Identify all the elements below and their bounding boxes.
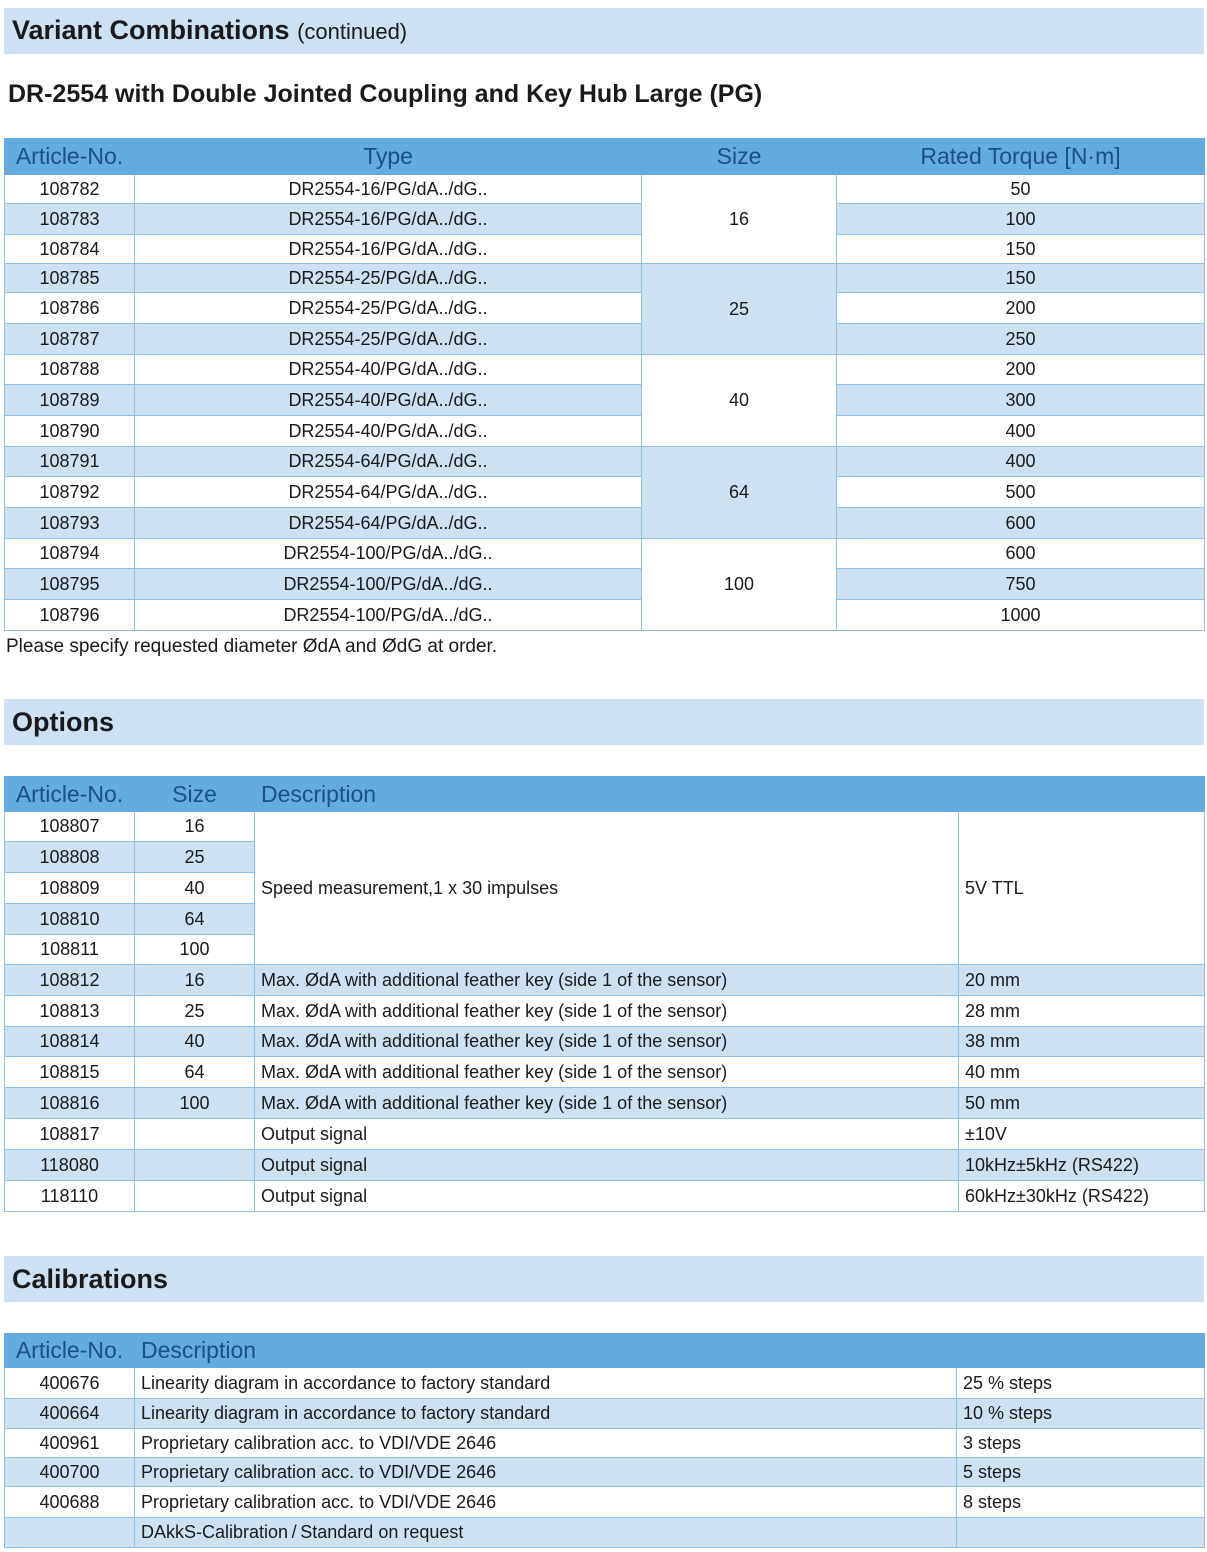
description-cell: Max. ØdA with additional feather key (side 1 of the sensor) <box>255 1088 959 1119</box>
section-header-options <box>4 699 1204 745</box>
size-cell: 100 <box>135 1088 255 1119</box>
value-cell: 8 steps <box>957 1487 1205 1518</box>
type-cell: DR2554-64/PG/dA../dG.. <box>135 447 642 477</box>
size-cell: 16 <box>135 812 255 842</box>
article-no-cell: 118080 <box>5 1150 135 1181</box>
article-no-cell: 400664 <box>5 1399 135 1429</box>
article-no-cell: 108808 <box>5 842 135 873</box>
value-cell: ±10V <box>959 1119 1205 1150</box>
rated-torque-cell: 400 <box>837 416 1205 447</box>
description-cell: Output signal <box>255 1150 959 1181</box>
article-no-cell: 108813 <box>5 996 135 1027</box>
table-row <box>5 235 1205 264</box>
header-size: Size <box>135 777 255 812</box>
size-cell: 25 <box>642 264 837 355</box>
type-cell: DR2554-16/PG/dA../dG.. <box>135 175 642 204</box>
value-cell: 10kHz±5kHz (RS422) <box>959 1150 1205 1181</box>
rated-torque-cell: 200 <box>837 293 1205 324</box>
variants-table <box>4 138 1205 631</box>
section-title-suffix: (continued) <box>297 19 408 44</box>
section-header-calibrations <box>4 1256 1204 1302</box>
article-no-cell: 400961 <box>5 1429 135 1458</box>
article-no-cell: 108796 <box>5 600 135 631</box>
section-header-variant-combinations <box>4 8 1204 54</box>
type-cell: DR2554-100/PG/dA../dG.. <box>135 539 642 569</box>
article-no-cell: 108815 <box>5 1057 135 1088</box>
rated-torque-cell: 400 <box>837 447 1205 477</box>
options-table <box>4 776 1205 1212</box>
section-title: Calibrations <box>12 1264 169 1294</box>
size-cell <box>135 1181 255 1212</box>
table-row <box>5 264 1205 293</box>
table-row <box>5 996 1205 1027</box>
description-cell: Linearity diagram in accordance to factory standard <box>135 1399 957 1429</box>
description-cell: Linearity diagram in accordance to factory standard <box>135 1368 957 1399</box>
article-no-cell: 108795 <box>5 569 135 600</box>
value-cell <box>957 1518 1205 1548</box>
table-row <box>5 600 1205 631</box>
size-cell <box>135 1150 255 1181</box>
type-cell: DR2554-40/PG/dA../dG.. <box>135 385 642 416</box>
article-no-cell: 108812 <box>5 965 135 996</box>
table-row <box>5 324 1205 355</box>
description-cell: Max. ØdA with additional feather key (side 1 of the sensor) <box>255 996 959 1027</box>
rated-torque-cell: 600 <box>837 539 1205 569</box>
rated-torque-cell: 150 <box>837 235 1205 264</box>
article-no-cell: 108791 <box>5 447 135 477</box>
article-no-cell: 108782 <box>5 175 135 204</box>
value-cell: 40 mm <box>959 1057 1205 1088</box>
description-cell: Proprietary calibration acc. to VDI/VDE 2646 <box>135 1487 957 1518</box>
article-no-cell: 108816 <box>5 1088 135 1119</box>
table-row <box>5 1458 1205 1487</box>
size-cell: 25 <box>135 996 255 1027</box>
article-no-cell: 108785 <box>5 264 135 293</box>
article-no-cell: 108810 <box>5 904 135 935</box>
table-row <box>5 1119 1205 1150</box>
type-cell: DR2554-40/PG/dA../dG.. <box>135 416 642 447</box>
header-rated-torque: Rated Torque [N·m] <box>837 139 1205 175</box>
description-cell: Output signal <box>255 1181 959 1212</box>
table-header-row <box>5 777 1205 812</box>
table-row <box>5 1399 1205 1429</box>
rated-torque-cell: 50 <box>837 175 1205 204</box>
table-row <box>5 1429 1205 1458</box>
type-cell: DR2554-25/PG/dA../dG.. <box>135 264 642 293</box>
table-row <box>5 508 1205 539</box>
description-cell: Proprietary calibration acc. to VDI/VDE 2646 <box>135 1429 957 1458</box>
description-cell: Max. ØdA with additional feather key (side 1 of the sensor) <box>255 965 959 996</box>
rated-torque-cell: 100 <box>837 204 1205 235</box>
table-row <box>5 385 1205 416</box>
article-no-cell: 108788 <box>5 355 135 385</box>
type-cell: DR2554-25/PG/dA../dG.. <box>135 293 642 324</box>
value-cell: 28 mm <box>959 996 1205 1027</box>
table-row <box>5 1487 1205 1518</box>
article-no-cell: 400676 <box>5 1368 135 1399</box>
table-row <box>5 1027 1205 1057</box>
value-cell: 60kHz±30kHz (RS422) <box>959 1181 1205 1212</box>
rated-torque-cell: 1000 <box>837 600 1205 631</box>
order-note: Please specify requested diameter ØdA and ØdG at order. <box>6 636 498 657</box>
article-no-cell: 108814 <box>5 1027 135 1057</box>
header-article-no: Article-No. <box>5 1334 135 1368</box>
table-row <box>5 175 1205 204</box>
table-row <box>5 812 1205 842</box>
size-cell: 100 <box>135 935 255 965</box>
table-row <box>5 355 1205 385</box>
size-cell: 40 <box>135 873 255 904</box>
size-cell: 16 <box>135 965 255 996</box>
product-title: DR-2554 with Double Jointed Coupling and Key Hub Large (PG) <box>8 80 763 108</box>
table-row <box>5 569 1205 600</box>
description-cell: Speed measurement,1 x 30 impulses <box>255 812 959 965</box>
type-cell: DR2554-100/PG/dA../dG.. <box>135 600 642 631</box>
table-row <box>5 477 1205 508</box>
table-row <box>5 1088 1205 1119</box>
type-cell: DR2554-64/PG/dA../dG.. <box>135 508 642 539</box>
type-cell: DR2554-100/PG/dA../dG.. <box>135 569 642 600</box>
size-cell: 40 <box>642 355 837 447</box>
description-cell: DAkkS-Calibration / Standard on request <box>135 1518 957 1548</box>
size-cell: 40 <box>135 1027 255 1057</box>
calibrations-table <box>4 1333 1205 1548</box>
size-cell: 64 <box>135 1057 255 1088</box>
value-cell: 25 % steps <box>957 1368 1205 1399</box>
article-no-cell: 108809 <box>5 873 135 904</box>
value-cell: 38 mm <box>959 1027 1205 1057</box>
rated-torque-cell: 300 <box>837 385 1205 416</box>
value-cell: 10 % steps <box>957 1399 1205 1429</box>
size-cell: 100 <box>642 539 837 631</box>
article-no-cell: 108793 <box>5 508 135 539</box>
rated-torque-cell: 150 <box>837 264 1205 293</box>
size-cell: 64 <box>135 904 255 935</box>
table-row <box>5 416 1205 447</box>
article-no-cell: 108784 <box>5 235 135 264</box>
article-no-cell: 108792 <box>5 477 135 508</box>
header-article-no: Article-No. <box>5 139 135 175</box>
table-row <box>5 1150 1205 1181</box>
type-cell: DR2554-64/PG/dA../dG.. <box>135 477 642 508</box>
description-cell: Max. ØdA with additional feather key (side 1 of the sensor) <box>255 1057 959 1088</box>
table-row <box>5 1181 1205 1212</box>
table-row <box>5 293 1205 324</box>
size-cell <box>135 1119 255 1150</box>
description-cell: Output signal <box>255 1119 959 1150</box>
type-cell: DR2554-16/PG/dA../dG.. <box>135 235 642 264</box>
article-no-cell: 108789 <box>5 385 135 416</box>
article-no-cell: 118110 <box>5 1181 135 1212</box>
rated-torque-cell: 600 <box>837 508 1205 539</box>
value-cell: 3 steps <box>957 1429 1205 1458</box>
rated-torque-cell: 750 <box>837 569 1205 600</box>
size-cell: 64 <box>642 447 837 539</box>
article-no-cell: 108786 <box>5 293 135 324</box>
article-no-cell: 400688 <box>5 1487 135 1518</box>
type-cell: DR2554-16/PG/dA../dG.. <box>135 204 642 235</box>
size-cell: 25 <box>135 842 255 873</box>
rated-torque-cell: 250 <box>837 324 1205 355</box>
table-row <box>5 539 1205 569</box>
article-no-cell: 108794 <box>5 539 135 569</box>
table-row <box>5 1368 1205 1399</box>
description-cell: Max. ØdA with additional feather key (side 1 of the sensor) <box>255 1027 959 1057</box>
value-cell: 5V TTL <box>959 812 1205 965</box>
value-cell: 20 mm <box>959 965 1205 996</box>
article-no-cell: 108807 <box>5 812 135 842</box>
table-row <box>5 204 1205 235</box>
table-header-row <box>5 1334 1205 1368</box>
section-title <box>12 15 407 46</box>
description-cell: Proprietary calibration acc. to VDI/VDE 2646 <box>135 1458 957 1487</box>
table-row <box>5 1518 1205 1548</box>
article-no-cell: 108787 <box>5 324 135 355</box>
rated-torque-cell: 200 <box>837 355 1205 385</box>
size-cell: 16 <box>642 175 837 264</box>
table-row <box>5 965 1205 996</box>
value-cell: 50 mm <box>959 1088 1205 1119</box>
rated-torque-cell: 500 <box>837 477 1205 508</box>
article-no-cell: 108783 <box>5 204 135 235</box>
table-row <box>5 447 1205 477</box>
value-cell: 5 steps <box>957 1458 1205 1487</box>
table-row <box>5 1057 1205 1088</box>
type-cell: DR2554-40/PG/dA../dG.. <box>135 355 642 385</box>
header-description: Description <box>135 1334 1205 1368</box>
header-description: Description <box>255 777 1205 812</box>
article-no-cell: 108811 <box>5 935 135 965</box>
header-size: Size <box>642 139 837 175</box>
article-no-cell: 400700 <box>5 1458 135 1487</box>
header-article-no: Article-No. <box>5 777 135 812</box>
table-header-row <box>5 139 1205 175</box>
article-no-cell: 108790 <box>5 416 135 447</box>
header-type: Type <box>135 139 642 175</box>
article-no-cell <box>5 1518 135 1548</box>
type-cell: DR2554-25/PG/dA../dG.. <box>135 324 642 355</box>
article-no-cell: 108817 <box>5 1119 135 1150</box>
section-title-text: Variant Combinations <box>12 15 290 45</box>
section-title: Options <box>12 707 114 737</box>
